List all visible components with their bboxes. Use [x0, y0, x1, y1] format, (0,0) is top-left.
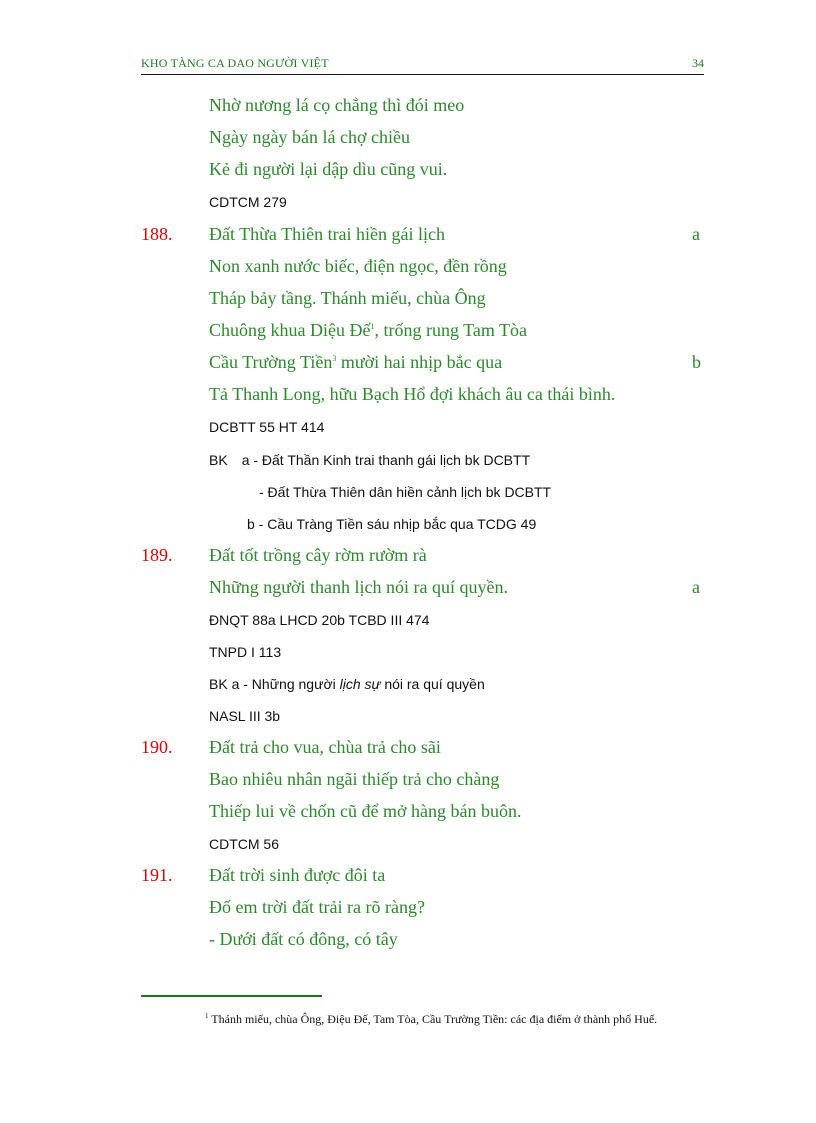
source-citation: NASL III 3b	[209, 708, 281, 724]
verse-line: Ngày ngày bán lá chợ chiều	[209, 127, 410, 147]
verse-line: Đất Thừa Thiên trai hiền gái lịch	[209, 224, 446, 244]
entry-number: 190.	[141, 737, 173, 757]
verse-line: Cầu Trường Tiền$^3$ mười hai nhịp bắc qua	[209, 352, 503, 372]
verse-line: Đất trả cho vua, chùa trả cho sãi	[209, 737, 441, 757]
verse-line: Đố em trời đất trải ra rõ ràng?	[209, 897, 425, 917]
book-title: KHO TÀNG CA DAO NGƯỜI VIỆT	[141, 56, 329, 70]
entry-number: 188.	[141, 224, 173, 244]
verse-line: Đất tốt trồng cây rờm rườm rà	[209, 545, 427, 565]
source-citation: TNPD I 113	[209, 644, 282, 660]
page-header	[141, 56, 704, 75]
source-citation: ĐNQT 88a LHCD 20b TCBD III 474	[209, 612, 430, 628]
variant-marker: a	[692, 577, 700, 597]
variant-note: - Đất Thừa Thiên dân hiền cảnh lịch bk DCBTT	[259, 484, 552, 500]
verse-line: Chuông khua Diệu Đế$^1$, trống rung Tam Tòa	[209, 320, 528, 340]
verse-line: Tháp bảy tầng. Thánh miếu, chùa Ông	[209, 288, 486, 308]
source-citation: CDTCM 56	[209, 836, 280, 852]
variant-note: BK a - Đất Thần Kinh trai thanh gái lịch bk DCBTT	[209, 452, 531, 468]
source-citation: DCBTT 55 HT 414	[209, 419, 325, 435]
variant-note: b - Cầu Tràng Tiền sáu nhịp bắc qua TCDG 49	[247, 516, 537, 532]
entry-number: 191.	[141, 865, 173, 885]
entry-number: 189.	[141, 545, 173, 565]
footnote: $^1$ Thánh miếu, chùa Ông, Điệu Đế, Tam Tòa, Cầu Trường Tiền: các địa điểm ở thành phố Huế.	[205, 1012, 658, 1026]
verse-line: Thiếp lui về chốn cũ để mở hàng bán buôn.	[209, 801, 522, 821]
page-number: 34	[692, 56, 704, 70]
footnote-marker: 1	[205, 1012, 209, 1020]
footnote-ref: 3	[332, 354, 337, 363]
variant-marker: a	[692, 224, 700, 244]
verse-line: Non xanh nước biếc, điện ngọc, đền rồng	[209, 256, 507, 276]
verse-line: Nhờ nương lá cọ chẳng thì đói meo	[209, 95, 465, 115]
verse-line: Đất trời sinh được đôi ta	[209, 865, 386, 885]
verse-line: Những người thanh lịch nói ra quí quyền.	[209, 577, 508, 597]
source-citation: CDTCM 279	[209, 194, 287, 210]
variant-note: BK a - Những người lịch sự nói ra quí quyền	[209, 676, 485, 692]
variant-marker: b	[692, 352, 701, 372]
footnote-ref: 1	[370, 322, 375, 331]
verse-line: Kẻ đi người lại dập dìu cũng vui.	[209, 159, 448, 179]
verse-line: Bao nhiêu nhân ngãi thiếp trả cho chàng	[209, 769, 500, 789]
verse-line: Tả Thanh Long, hữu Bạch Hổ đợi khách âu ca thái bình.	[209, 384, 616, 404]
verse-line: - Dưới đất có đông, có tây	[209, 929, 398, 949]
footnote-divider	[141, 995, 322, 997]
